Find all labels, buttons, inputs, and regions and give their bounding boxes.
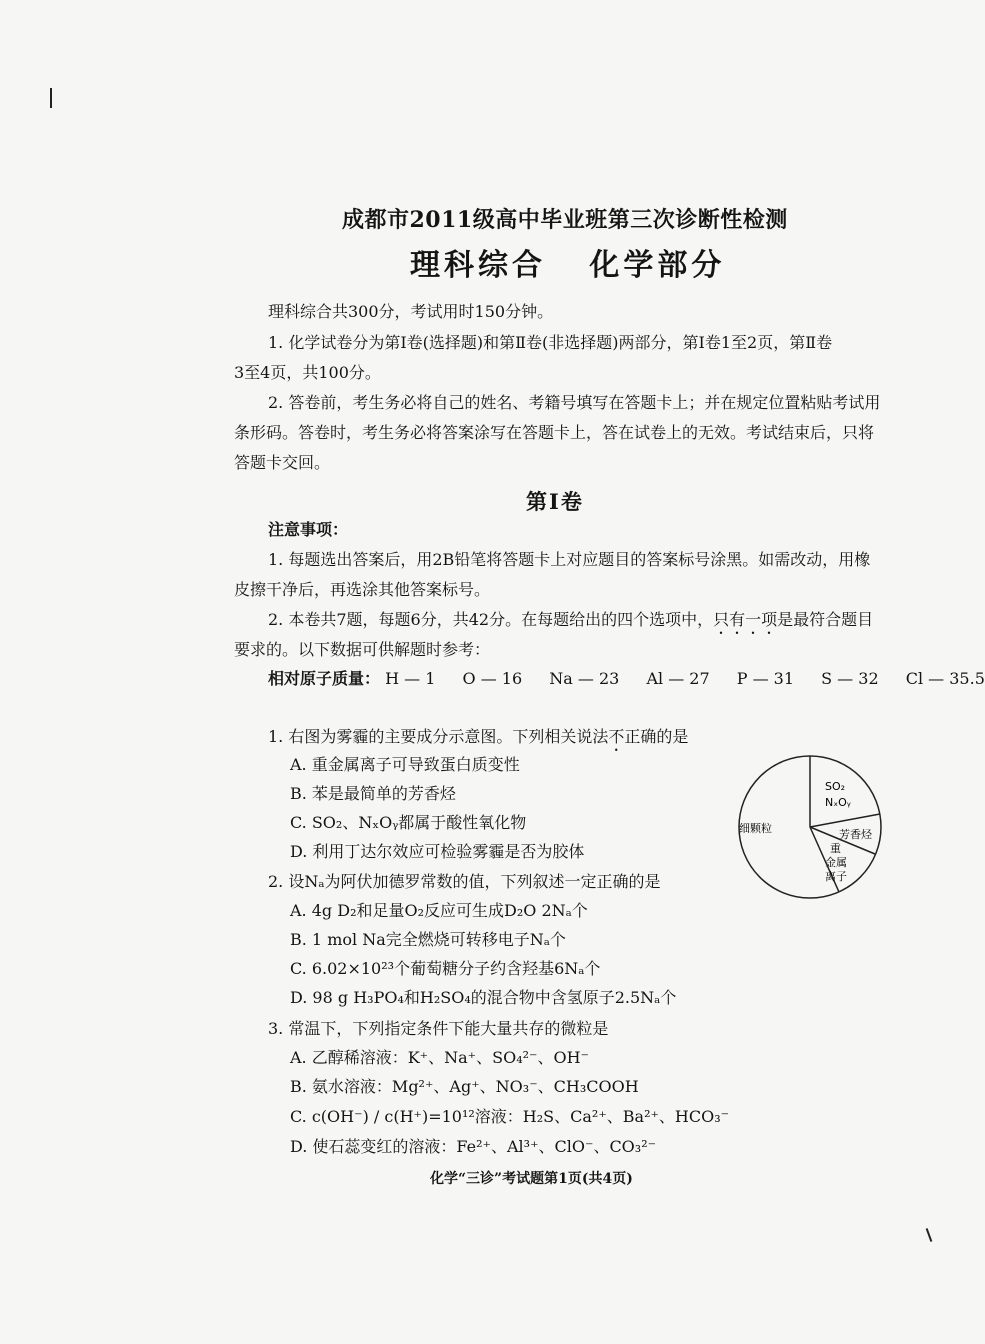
q3-stem: 3. 常温下，下列指定条件下能大量共存的微粒是 [268, 1019, 609, 1038]
scan-mark-left [50, 88, 52, 108]
notice-2-line1 [268, 610, 873, 638]
scan-mark-right [926, 1228, 933, 1242]
smog-composition-pie [735, 752, 885, 902]
q2-option-b: B. 1 mol Na完全燃烧可转移电子Nₐ个 [290, 930, 566, 949]
pie-divider-right [810, 814, 880, 827]
mass-p: P — 31 [736, 669, 795, 688]
notice-2-emphasis: 只有一项 [713, 610, 778, 629]
pie-label-aromatic: 芳香烃 [839, 828, 872, 841]
mass-h: H — 1 [385, 669, 436, 688]
mass-cl: Cl — 35.5 [905, 669, 985, 688]
atomic-mass-label: 相对原子质量： [268, 669, 381, 688]
notice-title: 注意事项： [268, 520, 349, 539]
q1-stem [268, 727, 688, 755]
notice-1-line2: 皮擦干净后，再选涂其他答案标号。 [234, 580, 491, 599]
q3-option-b: B. 氨水溶液：Mg²⁺、Ag⁺、NO₃⁻、CH₃COOH [290, 1077, 639, 1096]
q2-option-a: A. 4g D₂和足量O₂反应可生成D₂O 2Nₐ个 [290, 901, 588, 920]
notice-2-line2: 要求的。以下数据可供解题时参考： [234, 640, 491, 659]
notice-1-line1: 1. 每题选出答案后，用2B铅笔将答题卡上对应题目的答案标号涂黑。如需改动，用橡 [268, 550, 871, 569]
mass-s: S — 32 [821, 669, 879, 688]
q1-stem-emphasis: 不 [608, 727, 625, 746]
exam-subtitle: 理科综合 化学部分 [410, 248, 726, 283]
q1-option-a: A. 重金属离子可导致蛋白质变性 [290, 755, 520, 774]
intro-p1-line1: 1. 化学试卷分为第Ⅰ卷(选择题)和第Ⅱ卷(非选择题)两部分，第Ⅰ卷1至2页，第Ⅱ卷 [268, 333, 833, 352]
intro-p2-line3: 答题卡交回。 [234, 453, 331, 472]
pie-label-so2: SO₂ [825, 780, 846, 793]
q1-option-d: D. 利用丁达尔效应可检验雾霾是否为胶体 [290, 842, 585, 861]
intro-line0: 理科综合共300分，考试用时150分钟。 [268, 302, 554, 321]
q3-option-a: A. 乙醇稀溶液：K⁺、Na⁺、SO₄²⁻、OH⁻ [290, 1048, 589, 1067]
q2-stem: 2. 设Nₐ为阿伏加德罗常数的值，下列叙述一定正确的是 [268, 872, 661, 891]
q1-option-b: B. 苯是最简单的芳香烃 [290, 784, 456, 803]
q2-option-c: C. 6.02×10²³个葡萄糖分子约含羟基6Nₐ个 [290, 959, 601, 978]
mass-o: O — 16 [462, 669, 523, 688]
q1-option-c: C. SO₂、NₓOᵧ都属于酸性氧化物 [290, 813, 527, 832]
q3-option-d: D. 使石蕊变红的溶液：Fe²⁺、Al³⁺、ClO⁻、CO₃²⁻ [290, 1137, 657, 1156]
section-title: 第Ⅰ卷 [526, 489, 584, 514]
pie-label-metal-3: 离子 [825, 870, 847, 883]
notice-2-text-c: 是最符合题目 [777, 610, 874, 629]
intro-p2-line1: 2. 答卷前，考生务必将自己的姓名、考籍号填写在答题卡上；并在规定位置粘贴考试用 [268, 393, 881, 412]
exam-title: 成都市2011级高中毕业班第三次诊断性检测 [342, 207, 788, 233]
q1-stem-c: 正确的是 [624, 727, 689, 746]
atomic-mass-row [268, 669, 985, 688]
mass-al: Al — 27 [646, 669, 710, 688]
intro-p2-line2: 条形码。答卷时，考生务必将答案涂写在答题卡上，答在试卷上的无效。考试结束后，只将 [234, 423, 875, 442]
pie-label-particles: 细颗粒 [739, 822, 772, 835]
intro-p1-line2: 3至4页，共100分。 [234, 363, 381, 382]
notice-2-text-a: 2. 本卷共7题，每题6分，共42分。在每题给出的四个选项中， [268, 610, 714, 629]
pie-label-metal-1: 重 [830, 842, 841, 855]
mass-na: Na — 23 [549, 669, 620, 688]
q3-option-c: C. c(OH⁻) / c(H⁺)=10¹²溶液：H₂S、Ca²⁺、Ba²⁺、HCO₃⁻ [290, 1107, 730, 1126]
pie-label-nxoy: NₓOᵧ [825, 796, 851, 809]
q1-stem-a: 1. 右图为雾霾的主要成分示意图。下列相关说法 [268, 727, 609, 746]
q2-option-d: D. 98 g H₃PO₄和H₂SO₄的混合物中含氢原子2.5Nₐ个 [290, 988, 677, 1007]
pie-label-metal-2: 金属 [825, 856, 847, 869]
page-footer: 化学“三诊”考试题第1页(共4页) [430, 1171, 633, 1187]
